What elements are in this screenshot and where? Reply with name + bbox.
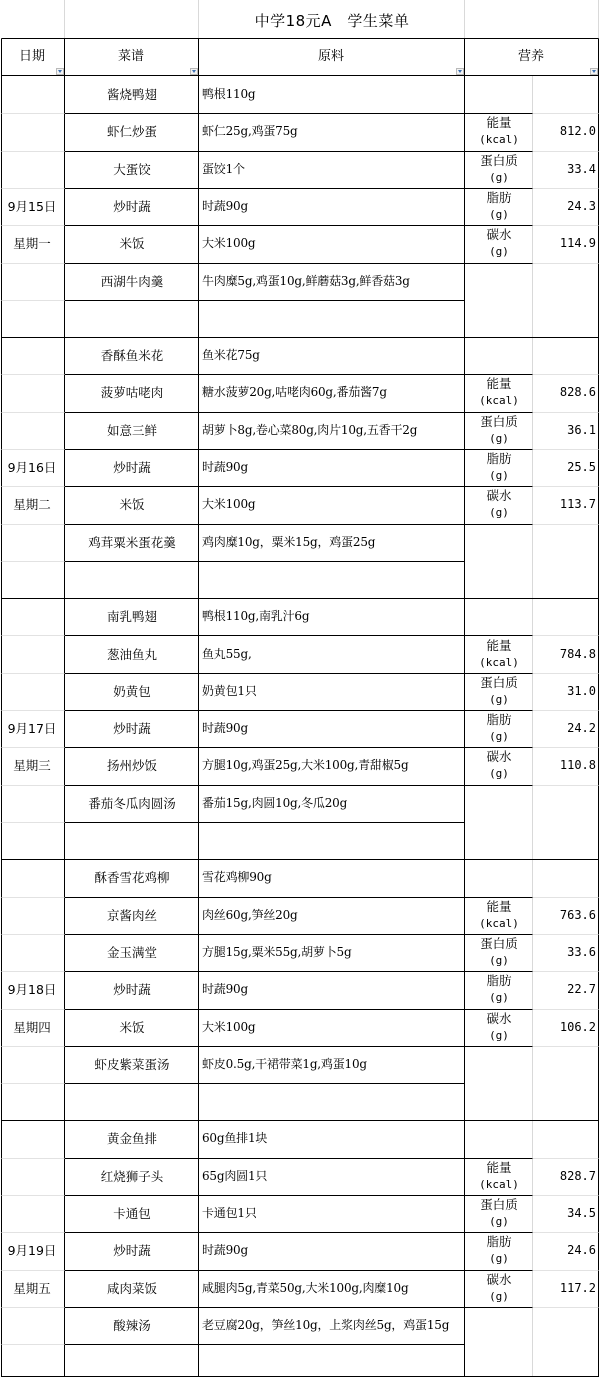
nutrient-label [466,375,532,409]
nutrient-value: 106.2 [559,1019,596,1034]
nutrient-label [466,152,532,186]
nutrient-label [466,1010,532,1044]
nutrient-unit: (g) [489,207,509,221]
nutrient-name: 蛋白质 [480,413,518,429]
nutrient-name: 能量 [486,1159,512,1175]
ingredients-text: 番茄15g,肉圆10g,冬瓜20g [202,795,348,810]
nutrient-name: 碳水 [486,1271,512,1287]
nutrient-label [466,972,532,1006]
dish-name: 菠萝咕咾肉 [100,385,164,401]
nutrient-label [466,1196,532,1230]
nutrient-value: 24.2 [567,721,596,736]
dish-name: 香酥鱼米花 [100,348,164,364]
ingredients-text: 老豆腐20g，笋丝10g，上浆肉丝5g，鸡蛋15g [202,1317,450,1332]
nutrient-value: 812.0 [559,124,596,139]
nutrient-unit: (g) [489,1028,509,1042]
nutrient-unit: (kcal) [479,133,519,147]
weekday-cell: 星期二 [13,497,51,513]
nutrient-value: 24.3 [567,198,596,213]
nutrient-label [466,1271,532,1305]
nutrient-name: 蛋白质 [480,1197,518,1212]
ingredients-text: 牛肉糜5g,鸡蛋10g,鲜蘑菇3g,鲜香菇3g [202,273,410,288]
nutrient-value: 31.0 [567,683,596,698]
dish-name: 扬州炒饭 [106,758,157,774]
dish-name: 虾仁炒蛋 [106,124,157,140]
filter-dropdown-icon[interactable] [590,68,598,75]
dish-name: 酸辣汤 [113,1317,151,1333]
ingredients-text: 大米100g [202,236,256,251]
nutrient-name: 碳水 [486,488,512,504]
nutrient-unit: (g) [489,692,509,706]
date-cell: 9月19日 [7,1243,57,1259]
nutrient-unit: (kcal) [479,655,519,669]
nutrient-unit: (g) [489,1252,509,1266]
nutrient-name: 能量 [486,376,512,392]
nutrient-label [466,711,532,745]
page-title: 中学18元A 学生菜单 [254,12,410,30]
nutrient-unit: (kcal) [479,394,519,408]
weekday-cell: 星期四 [13,1019,51,1035]
nutrient-name: 脂肪 [486,712,512,728]
ingredients-text: 蛋饺1个 [202,161,245,176]
nutrient-name: 脂肪 [486,189,512,205]
nutrient-unit: (g) [489,730,509,744]
dish-name: 炒时蔬 [113,721,151,737]
header-date: 日期 [18,49,45,64]
nutrient-name: 蛋白质 [480,674,518,690]
nutrient-unit: (g) [489,506,509,520]
nutrient-label [466,637,532,671]
dish-name: 酥香雪花鸡柳 [94,870,170,886]
nutrient-label [466,935,532,969]
weekday-cell: 星期一 [13,236,51,252]
nutrient-name: 能量 [486,637,512,653]
nutrient-value: 763.6 [559,907,596,922]
nutrient-unit: (g) [489,1289,509,1303]
ingredients-text: 肉丝60g,笋丝20g [202,907,298,922]
nutrient-unit: (g) [489,1215,509,1228]
ingredients-text: 鸭根110g,南乳汁6g [202,609,310,624]
weekday-cell: 星期三 [13,758,51,774]
filter-dropdown-icon[interactable] [190,68,198,75]
nutrient-label [466,898,532,932]
nutrient-label [466,748,532,782]
nutrient-value: 24.6 [567,1243,596,1258]
nutrient-value: 33.6 [567,944,596,959]
date-cell: 9月18日 [7,982,57,998]
dish-name: 米饭 [119,497,145,513]
nutrient-name: 蛋白质 [480,152,518,168]
dish-name: 鸡茸粟米蛋花羹 [88,534,176,550]
nutrient-label [466,487,532,521]
ingredients-text: 大米100g [202,497,256,512]
nutrient-name: 脂肪 [486,973,512,989]
nutrient-name: 碳水 [486,1010,512,1026]
dish-name: 炒时蔬 [113,1243,151,1259]
header-nutrition: 营养 [517,49,544,64]
nutrient-label [466,450,532,484]
ingredients-text: 时蔬90g [202,1243,248,1258]
ingredients-text: 鸭根110g [202,87,256,101]
nutrient-value: 22.7 [567,982,596,997]
ingredients-text: 方腿15g,粟米55g,胡萝卜5g [202,944,352,959]
dish-name: 西湖牛肉羹 [100,273,164,289]
ingredients-text: 卡通包1只 [202,1206,257,1220]
filter-dropdown-icon[interactable] [56,68,64,75]
dish-name: 红烧狮子头 [100,1168,164,1184]
nutrient-value: 828.7 [559,1168,596,1183]
dish-name: 炒时蔬 [113,982,151,998]
dish-name: 咸肉菜饭 [106,1280,157,1296]
nutrient-value: 114.9 [559,236,596,251]
ingredients-text: 鸡肉糜10g，粟米15g，鸡蛋25g [202,534,376,549]
nutrient-name: 碳水 [486,749,512,765]
title-row [0,0,603,38]
ingredients-text: 虾皮0.5g,干裙带菜1g,鸡蛋10g [202,1056,367,1071]
nutrient-value: 25.5 [567,460,596,474]
date-cell: 9月17日 [7,721,57,737]
ingredients-text: 方腿10g,鸡蛋25g,大米100g,青甜椒5g [202,758,409,773]
nutrient-name: 能量 [486,898,512,914]
nutrient-unit: (g) [489,469,509,482]
nutrient-value: 33.4 [567,161,596,176]
dish-name: 金玉满堂 [106,944,157,960]
nutrient-label [466,1233,532,1267]
ingredients-text: 时蔬90g [202,460,248,474]
ingredients-text: 时蔬90g [202,198,248,213]
dish-name: 炒时蔬 [113,198,151,214]
ingredients-text: 65g肉圆1只 [202,1168,268,1183]
nutrient-label [466,189,532,223]
nutrient-value: 117.2 [559,1280,596,1295]
nutrient-unit: (kcal) [479,916,519,930]
dish-name: 大蛋饺 [113,161,151,177]
header-dish: 菜谱 [117,49,144,64]
nutrient-label [466,114,532,148]
date-cell: 9月16日 [7,460,57,475]
nutrient-unit: (g) [489,991,509,1005]
ingredients-text: 糖水菠萝20g,咕咾肉60g,番茄酱7g [202,385,387,400]
nutrient-unit: (g) [489,431,509,445]
nutrient-label [466,413,532,447]
nutrient-unit: (g) [489,953,509,967]
dish-name: 米饭 [119,236,145,252]
nutrient-value: 34.5 [567,1206,596,1220]
nutrient-label [466,674,532,708]
nutrient-name: 蛋白质 [480,935,518,951]
nutrient-label [466,1159,532,1193]
ingredients-text: 大米100g [202,1019,256,1034]
dish-name: 米饭 [119,1019,145,1035]
dish-name: 酱烧鸭翅 [106,87,157,102]
nutrient-name: 脂肪 [486,451,512,466]
date-cell: 9月15日 [7,198,57,214]
dish-name: 南乳鸭翅 [106,609,157,625]
nutrient-value: 113.7 [559,497,596,512]
weekday-cell: 星期五 [13,1280,51,1296]
nutrient-name: 碳水 [486,227,512,243]
dish-name: 番茄冬瓜肉圆汤 [88,795,176,811]
nutrient-value: 828.6 [559,385,596,400]
dish-name: 炒时蔬 [113,460,151,475]
ingredients-text: 60g鱼排1块 [202,1131,268,1146]
dish-name: 卡通包 [113,1206,151,1221]
nutrient-value: 36.1 [567,422,596,437]
ingredients-text: 鱼米花75g [202,348,260,363]
dish-name: 虾皮紫菜蛋汤 [94,1056,170,1072]
ingredients-text: 时蔬90g [202,982,248,997]
dish-name: 葱油鱼丸 [106,646,157,662]
ingredients-text: 雪花鸡柳90g [202,870,272,885]
ingredients-text: 胡萝卜8g,卷心菜80g,肉片10g,五香干2g [202,422,418,437]
nutrient-unit: (g) [489,245,509,259]
nutrient-value: 110.8 [559,758,596,773]
nutrient-label [466,226,532,260]
ingredients-text: 时蔬90g [202,721,248,736]
dish-name: 京酱肉丝 [106,907,157,923]
header-ingredients: 原料 [317,49,344,64]
nutrient-unit: (g) [489,767,509,781]
nutrient-name: 脂肪 [486,1234,512,1250]
ingredients-text: 鱼丸55g, [202,646,252,661]
filter-dropdown-icon[interactable] [456,68,464,75]
dish-name: 如意三鲜 [106,422,157,438]
ingredients-text: 虾仁25g,鸡蛋75g [202,124,298,139]
nutrient-value: 784.8 [559,646,596,661]
ingredients-text: 奶黄包1只 [202,683,257,698]
dish-name: 奶黄包 [113,683,151,699]
dish-name: 黄金鱼排 [106,1131,157,1147]
ingredients-text: 咸腿肉5g,青菜50g,大米100g,肉糜10g [202,1280,409,1295]
nutrient-unit: (kcal) [479,1177,519,1191]
nutrient-unit: (g) [489,170,509,184]
nutrient-name: 能量 [486,115,512,131]
